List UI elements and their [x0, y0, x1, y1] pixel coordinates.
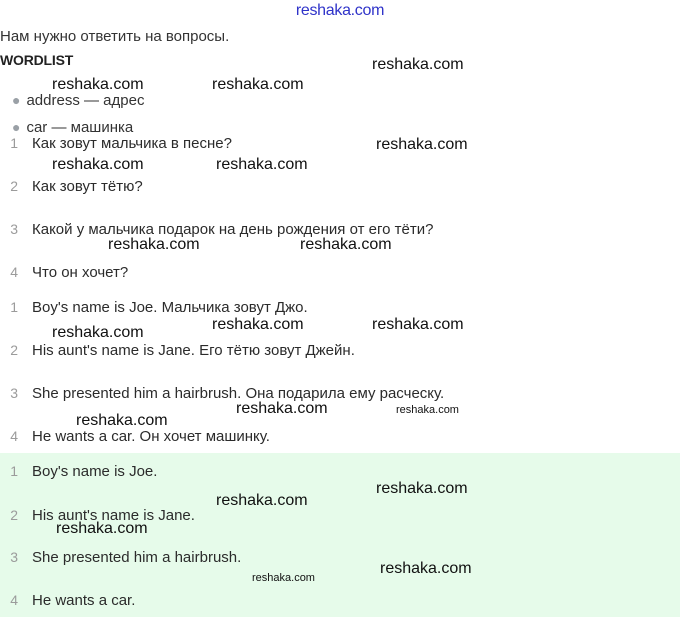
question-row — [0, 261, 128, 283]
answer-number: 1 — [10, 299, 18, 315]
watermark: reshaka.com — [52, 76, 144, 93]
answer-number: 2 — [10, 507, 18, 523]
answer-row — [0, 382, 444, 404]
bullet-icon: ● — [12, 119, 21, 135]
watermark: reshaka.com — [376, 136, 468, 153]
answer-text: Boy's name is Joe. Мальчика зовут Джо. — [32, 298, 308, 316]
question-text: Что он хочет? — [32, 263, 129, 281]
answer-row — [0, 460, 157, 482]
wordlist-item-text: car — машинка — [26, 118, 134, 136]
question-number: 2 — [10, 178, 18, 194]
watermark: reshaka.com — [216, 492, 308, 509]
answer-number: 1 — [10, 463, 18, 479]
watermark: reshaka.com — [252, 572, 315, 584]
answer-number: 3 — [10, 385, 18, 401]
watermark: reshaka.com — [380, 560, 472, 577]
watermark: reshaka.com — [372, 56, 464, 73]
wordlist-item-text: address — адрес — [26, 91, 145, 109]
watermark: reshaka.com — [212, 316, 304, 333]
question-number: 4 — [10, 264, 18, 280]
answer-text: Boy's name is Joe. — [32, 462, 158, 480]
answer-row — [0, 339, 355, 361]
question-number: 3 — [10, 221, 18, 237]
watermark: reshaka.com — [300, 236, 392, 253]
answer-number: 4 — [10, 592, 18, 608]
watermark: reshaka.com — [56, 520, 148, 537]
answer-text: She presented him a hairbrush. — [32, 548, 242, 566]
wordlist-title: WORDLIST — [0, 52, 74, 68]
watermark: reshaka.com — [376, 480, 468, 497]
answer-number: 3 — [10, 549, 18, 565]
question-row — [0, 132, 232, 154]
answer-row — [0, 546, 241, 568]
answer-number: 4 — [10, 428, 18, 444]
answer-text: He wants a car. — [32, 591, 136, 609]
answer-row — [0, 296, 308, 318]
question-row — [0, 175, 143, 197]
answer-text: He wants a car. Он хочет машинку. — [32, 427, 270, 445]
watermark: reshaka.com — [396, 404, 459, 416]
question-text: Как зовут тётю? — [32, 177, 143, 195]
watermark: reshaka.com — [372, 316, 464, 333]
watermark: reshaka.com — [52, 156, 144, 173]
answer-text: His aunt's name is Jane. — [32, 506, 195, 524]
watermark: reshaka.com — [212, 76, 304, 93]
question-text: Как зовут мальчика в песне? — [32, 134, 232, 152]
answer-text: His aunt's name is Jane. Его тётю зовут Джейн. — [32, 341, 355, 359]
intro-text: Нам нужно ответить на вопросы. — [0, 28, 230, 45]
question-text: Какой у мальчика подарок на день рождения от его тёти? — [32, 220, 434, 238]
watermark: reshaka.com — [52, 324, 144, 341]
site-link[interactable]: reshaka.com — [295, 2, 385, 19]
watermark: reshaka.com — [216, 156, 308, 173]
watermark: reshaka.com — [76, 412, 168, 429]
answer-number: 2 — [10, 342, 18, 358]
watermark: reshaka.com — [108, 236, 200, 253]
answer-row — [0, 589, 135, 611]
watermark: reshaka.com — [236, 400, 328, 417]
bullet-icon: ● — [12, 92, 21, 108]
question-number: 1 — [10, 135, 18, 151]
answer-text: She presented him a hairbrush. Она подарила ему расческу. — [32, 384, 445, 402]
